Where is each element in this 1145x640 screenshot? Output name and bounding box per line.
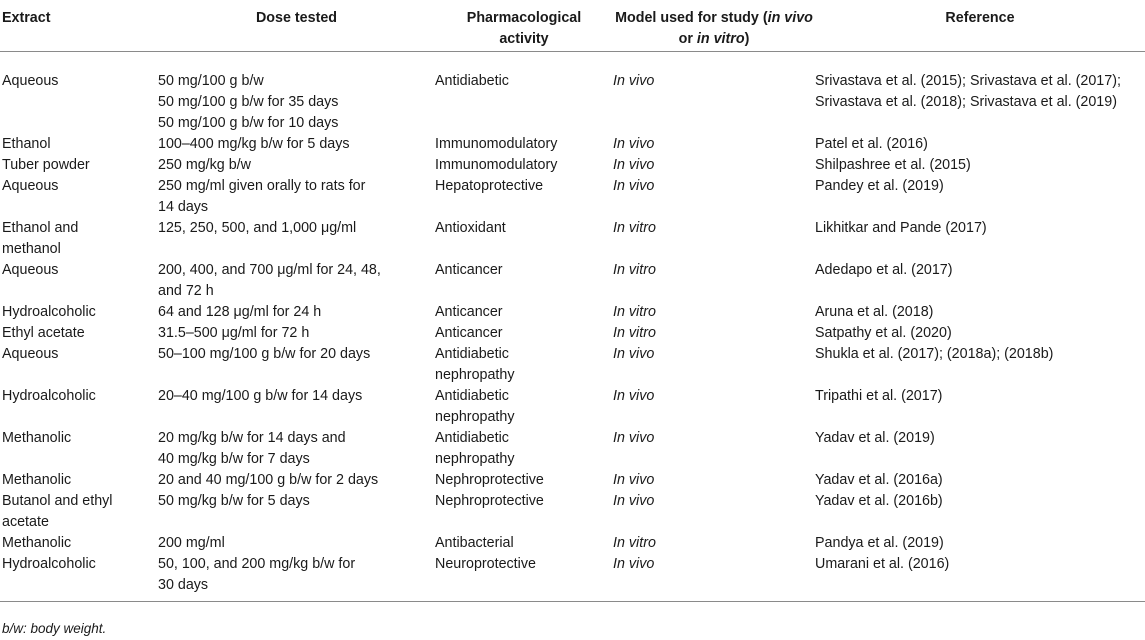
cell-dose <box>158 176 435 218</box>
cell-reference <box>815 491 1145 533</box>
cell-model-text: In vivo <box>613 471 655 488</box>
cell-activity-line: Antidiabetic <box>435 387 509 404</box>
cell-model <box>613 491 815 533</box>
cell-dose <box>158 134 435 155</box>
cell-reference <box>815 302 1145 323</box>
cell-dose-line: 125, 250, 500, and 1,000 μg/ml <box>158 219 357 236</box>
cell-model <box>613 533 815 554</box>
cell-reference-line: Shilpashree et al. (2015) <box>815 156 971 173</box>
table-body <box>0 51 1145 601</box>
table-row <box>0 386 1145 428</box>
cell-extract-line: Hydroalcoholic <box>2 303 96 320</box>
cell-model <box>613 302 815 323</box>
header-dose: Dose tested <box>158 0 435 51</box>
cell-reference <box>815 176 1145 218</box>
cell-model <box>613 323 815 344</box>
cell-reference-line: Shukla et al. (2017); (2018a); (2018b) <box>815 345 1054 362</box>
cell-model-text: In vivo <box>613 156 655 173</box>
header-model <box>613 0 815 51</box>
header-model-close: ) <box>744 31 750 47</box>
cell-dose-line: and 72 h <box>158 282 214 299</box>
cell-reference-line: Aruna et al. (2018) <box>815 303 934 320</box>
cell-model-text: In vivo <box>613 72 655 89</box>
cell-model-text: In vitro <box>613 534 656 551</box>
cell-model-text: In vivo <box>613 387 655 404</box>
table-row <box>0 533 1145 554</box>
cell-activity <box>435 470 613 491</box>
cell-dose-line: 200 mg/ml <box>158 534 225 551</box>
header-model-in-vitro: in vitro <box>696 31 745 47</box>
table-footnote: b/w: body weight. <box>2 621 107 636</box>
cell-dose <box>158 386 435 428</box>
cell-reference <box>815 218 1145 260</box>
cell-reference-line: Tripathi et al. (2017) <box>815 387 943 404</box>
cell-reference <box>815 134 1145 155</box>
cell-extract-line: methanol <box>2 240 61 257</box>
table-row <box>0 323 1145 344</box>
cell-reference-line: Yadav et al. (2019) <box>815 429 935 446</box>
cell-extract <box>0 428 158 470</box>
cell-extract-line: Tuber powder <box>2 156 90 173</box>
cell-dose-line: 50 mg/100 g b/w <box>158 72 264 89</box>
cell-model <box>613 470 815 491</box>
cell-activity <box>435 428 613 470</box>
cell-activity <box>435 302 613 323</box>
cell-activity <box>435 491 613 533</box>
cell-reference-line: Pandey et al. (2019) <box>815 177 944 194</box>
cell-reference <box>815 344 1145 386</box>
cell-reference <box>815 260 1145 302</box>
cell-reference <box>815 533 1145 554</box>
table-header <box>0 0 1145 51</box>
table-row <box>0 428 1145 470</box>
cell-dose-line: 20 mg/kg b/w for 14 days and <box>158 429 346 446</box>
cell-dose-line: 250 mg/kg b/w <box>158 156 251 173</box>
cell-activity-line: Immunomodulatory <box>435 135 558 152</box>
table-row <box>0 155 1145 176</box>
cell-dose-line: 20 and 40 mg/100 g b/w for 2 days <box>158 471 379 488</box>
cell-dose-line: 50 mg/kg b/w for 5 days <box>158 492 310 509</box>
cell-dose-line: 200, 400, and 700 μg/ml for 24, 48, <box>158 261 381 278</box>
cell-extract <box>0 176 158 218</box>
cell-activity-line: Anticancer <box>435 324 503 341</box>
cell-dose-line: 40 mg/kg b/w for 7 days <box>158 450 310 467</box>
header-model-or: or <box>678 31 697 47</box>
cell-extract-line: Hydroalcoholic <box>2 555 96 572</box>
cell-activity-line: nephropathy <box>435 450 515 467</box>
cell-dose <box>158 155 435 176</box>
cell-extract-line: Butanol and ethyl <box>2 492 113 509</box>
cell-model-text: In vivo <box>613 555 655 572</box>
cell-model <box>613 218 815 260</box>
cell-dose-line: 250 mg/ml given orally to rats for <box>158 177 366 194</box>
cell-activity <box>435 344 613 386</box>
cell-dose-line: 50 mg/100 g b/w for 35 days <box>158 93 339 110</box>
cell-activity-line: Anticancer <box>435 303 503 320</box>
table-row <box>0 554 1145 602</box>
table-row <box>0 260 1145 302</box>
cell-activity-line: nephropathy <box>435 366 515 383</box>
cell-activity-line: Antidiabetic <box>435 345 509 362</box>
cell-dose <box>158 491 435 533</box>
header-model-in-vivo: in vivo <box>767 10 813 26</box>
cell-dose-line: 30 days <box>158 576 209 593</box>
cell-dose-line: 31.5–500 μg/ml for 72 h <box>158 324 310 341</box>
header-activity <box>435 0 613 51</box>
cell-dose-line: 14 days <box>158 198 209 215</box>
cell-activity <box>435 260 613 302</box>
cell-reference <box>815 470 1145 491</box>
cell-reference-line: Patel et al. (2016) <box>815 135 928 152</box>
cell-extract <box>0 51 158 134</box>
cell-extract-line: Methanolic <box>2 534 72 551</box>
table-row <box>0 344 1145 386</box>
cell-activity <box>435 51 613 134</box>
cell-extract-line: Methanolic <box>2 471 72 488</box>
cell-activity-line: Anticancer <box>435 261 503 278</box>
cell-dose <box>158 260 435 302</box>
cell-dose <box>158 533 435 554</box>
cell-extract-line: acetate <box>2 513 49 530</box>
cell-model-text: In vitro <box>613 303 656 320</box>
cell-activity-line: nephropathy <box>435 408 515 425</box>
header-activity-line2: activity <box>499 31 549 47</box>
cell-reference <box>815 428 1145 470</box>
cell-reference-line: Yadav et al. (2016a) <box>815 471 943 488</box>
cell-reference-line: Umarani et al. (2016) <box>815 555 950 572</box>
cell-extract-line: Hydroalcoholic <box>2 387 96 404</box>
cell-dose <box>158 554 435 602</box>
cell-activity <box>435 323 613 344</box>
cell-dose-line: 50, 100, and 200 mg/kg b/w for <box>158 555 356 572</box>
cell-extract <box>0 344 158 386</box>
cell-activity-line: Hepatoprotective <box>435 177 544 194</box>
cell-model-text: In vivo <box>613 345 655 362</box>
cell-activity-line: Nephroprotective <box>435 471 544 488</box>
cell-reference-line: Satpathy et al. (2020) <box>815 324 952 341</box>
cell-dose-line: 50–100 mg/100 g b/w for 20 days <box>158 345 371 362</box>
cell-reference-line: Yadav et al. (2016b) <box>815 492 943 509</box>
cell-extract <box>0 323 158 344</box>
cell-extract-line: Ethanol and <box>2 219 79 236</box>
cell-model-text: In vivo <box>613 177 655 194</box>
cell-dose <box>158 323 435 344</box>
cell-activity-line: Antidiabetic <box>435 72 509 89</box>
cell-extract <box>0 302 158 323</box>
cell-model <box>613 554 815 602</box>
cell-activity <box>435 176 613 218</box>
cell-reference <box>815 51 1145 134</box>
cell-dose-line: 20–40 mg/100 g b/w for 14 days <box>158 387 363 404</box>
cell-model-text: In vitro <box>613 324 656 341</box>
cell-activity <box>435 218 613 260</box>
table-row <box>0 302 1145 323</box>
cell-reference <box>815 386 1145 428</box>
cell-model <box>613 155 815 176</box>
table-row <box>0 176 1145 218</box>
cell-extract <box>0 470 158 491</box>
cell-dose-line: 64 and 128 μg/ml for 24 h <box>158 303 322 320</box>
cell-dose-line: 100–400 mg/kg b/w for 5 days <box>158 135 350 152</box>
cell-activity <box>435 533 613 554</box>
cell-reference-line: Adedapo et al. (2017) <box>815 261 953 278</box>
cell-extract-line: Aqueous <box>2 345 59 362</box>
cell-activity-line: Neuroprotective <box>435 555 536 572</box>
cell-model <box>613 386 815 428</box>
cell-dose <box>158 302 435 323</box>
cell-model <box>613 176 815 218</box>
table-row <box>0 51 1145 134</box>
cell-extract <box>0 491 158 533</box>
cell-dose <box>158 344 435 386</box>
cell-model-text: In vitro <box>613 261 656 278</box>
cell-dose <box>158 428 435 470</box>
cell-model <box>613 344 815 386</box>
cell-reference-line: Likhitkar and Pande (2017) <box>815 219 987 236</box>
cell-extract <box>0 134 158 155</box>
cell-extract-line: Aqueous <box>2 261 59 278</box>
cell-extract <box>0 218 158 260</box>
cell-activity-line: Antioxidant <box>435 219 506 236</box>
cell-extract-line: Aqueous <box>2 177 59 194</box>
cell-extract-line: Methanolic <box>2 429 72 446</box>
cell-activity <box>435 554 613 602</box>
cell-activity <box>435 155 613 176</box>
cell-reference <box>815 554 1145 602</box>
cell-dose-line: 50 mg/100 g b/w for 10 days <box>158 114 339 131</box>
cell-reference <box>815 155 1145 176</box>
cell-activity-line: Antidiabetic <box>435 429 509 446</box>
cell-model-text: In vivo <box>613 135 655 152</box>
cell-model <box>613 260 815 302</box>
table-row <box>0 218 1145 260</box>
table-row <box>0 491 1145 533</box>
cell-dose <box>158 51 435 134</box>
cell-activity-line: Immunomodulatory <box>435 156 558 173</box>
cell-extract-line: Ethanol <box>2 135 51 152</box>
cell-activity <box>435 134 613 155</box>
cell-dose <box>158 470 435 491</box>
table-row <box>0 134 1145 155</box>
table-row <box>0 470 1145 491</box>
header-extract: Extract <box>0 0 158 51</box>
cell-activity <box>435 386 613 428</box>
cell-model-text: In vitro <box>613 219 656 236</box>
cell-reference-line: Pandya et al. (2019) <box>815 534 944 551</box>
cell-extract <box>0 554 158 602</box>
cell-model <box>613 134 815 155</box>
cell-activity-line: Nephroprotective <box>435 492 544 509</box>
cell-extract-line: Ethyl acetate <box>2 324 85 341</box>
cell-extract <box>0 260 158 302</box>
header-activity-line1: Pharmacological <box>466 10 582 26</box>
cell-extract-line: Aqueous <box>2 72 59 89</box>
cell-model <box>613 51 815 134</box>
cell-reference <box>815 323 1145 344</box>
cell-activity-line: Antibacterial <box>435 534 514 551</box>
cell-extract <box>0 386 158 428</box>
cell-extract <box>0 533 158 554</box>
cell-model <box>613 428 815 470</box>
cell-model-text: In vivo <box>613 429 655 446</box>
cell-reference-line: Srivastava et al. (2018); Srivastava et al. (2019) <box>815 93 1117 110</box>
cell-model-text: In vivo <box>613 492 655 509</box>
header-row <box>0 0 1145 51</box>
cell-dose <box>158 218 435 260</box>
header-model-part1: Model used for study ( <box>615 10 768 26</box>
cell-reference-line: Srivastava et al. (2015); Srivastava et al. (2017); <box>815 72 1121 89</box>
header-reference: Reference <box>815 0 1145 51</box>
cell-extract <box>0 155 158 176</box>
